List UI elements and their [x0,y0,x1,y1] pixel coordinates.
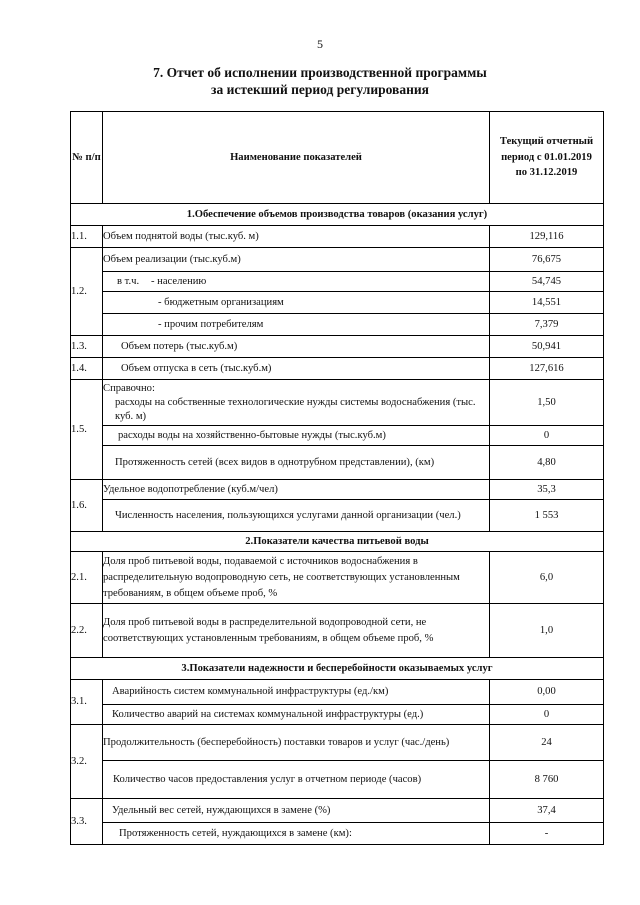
row-label: Протяженность сетей, нуждающихся в замене (км): [103,823,490,845]
row-label: Объем отпуска в сеть (тыс.куб.м) [103,358,490,380]
row-lead: в т.ч. [117,275,140,287]
section-row [71,658,604,680]
row-value: 1,50 [490,380,604,426]
table-row [71,336,604,358]
row-value: 76,675 [490,248,604,272]
table-row [71,226,604,248]
row-number: 2.1. [71,552,103,604]
row-sublabel: - населению [151,275,207,287]
table-row [71,705,604,725]
row-number: 3.1. [71,680,103,725]
row-value: 6,0 [490,552,604,604]
table-row [71,480,604,500]
row-label: Количество аварий на системах коммунальной инфраструктуры (ед.) [103,705,490,725]
row-number: 1.5. [71,380,103,480]
row-value: 1 553 [490,500,604,532]
table-row [71,680,604,705]
row-number: 3.2. [71,725,103,799]
row-label: Доля проб питьевой воды в распределительной водопроводной сети, не соответствующих установленным требованиям, в общем объеме проб, % [103,604,490,658]
row-value: 0 [490,705,604,725]
row-reference-label: Справочно: [103,382,155,394]
row-number: 1.1. [71,226,103,248]
row-number: 1.2. [71,248,103,336]
page-number: 5 [317,37,323,51]
row-value: 8 760 [490,761,604,799]
row-label: Объем поднятой воды (тыс.куб. м) [103,226,490,248]
row-label: Объем потерь (тыс.куб.м) [103,336,490,358]
table-row [71,552,604,604]
table-row [71,314,604,336]
table-row [71,426,604,446]
row-value: 129,116 [490,226,604,248]
header-name: Наименование показателей [103,112,490,204]
row-value: 0,00 [490,680,604,705]
row-number: 3.3. [71,799,103,845]
row-label: - бюджетным организациям [103,292,490,314]
production-program-table [70,111,604,845]
row-label: Количество часов предоставления услуг в отчетном периоде (часов) [103,761,490,799]
section-2-title: 2.Показатели качества питьевой воды [71,532,604,552]
row-number: 1.6. [71,480,103,532]
report-title-line1: 7. Отчет об исполнении производственной программы [153,65,487,80]
section-3-title: 3.Показатели надежности и бесперебойности оказываемых услуг [71,658,604,680]
table-row [71,799,604,823]
row-value: - [490,823,604,845]
report-title-line2: за истекший период регулирования [211,82,429,97]
row-value: 54,745 [490,272,604,292]
table-row [71,358,604,380]
row-value: 35,3 [490,480,604,500]
row-label: Продолжительность (бесперебойность) поставки товаров и услуг (час./день) [103,725,490,761]
row-label: Удельное водопотребление (куб.м/чел) [103,480,490,500]
row-label: Доля проб питьевой воды, подаваемой с источников водоснабжения в распределительную водопроводную сеть, не соответствующих установленным требованиям, в общем объеме проб, % [103,552,490,604]
table-row [71,725,604,761]
row-value: 14,551 [490,292,604,314]
row-label: Аварийность систем коммунальной инфраструктуры (ед./км) [103,680,490,705]
table-row [71,823,604,845]
row-value: 37,4 [490,799,604,823]
row-value: 127,616 [490,358,604,380]
table-row [71,761,604,799]
row-value: 24 [490,725,604,761]
table-row [71,604,604,658]
row-label: Удельный вес сетей, нуждающихся в замене (%) [103,799,490,823]
section-1-title: 1.Обеспечение объемов производства товаров (оказания услуг) [71,204,604,226]
table-header-row [71,112,604,204]
table-row [71,446,604,480]
row-label: Объем реализации (тыс.куб.м) [103,248,490,272]
row-label: Численность населения, пользующихся услугами данной организации (чел.) [103,500,490,532]
table-row [71,380,604,426]
report-title [0,64,640,98]
row-number: 1.4. [71,358,103,380]
section-row [71,532,604,552]
row-value: 50,941 [490,336,604,358]
row-label: Протяженность сетей (всех видов в однотрубном представлении), (км) [103,446,490,480]
row-value: 0 [490,426,604,446]
section-row [71,204,604,226]
row-value: 4,80 [490,446,604,480]
table-row [71,500,604,532]
row-label [103,272,490,292]
table-row [71,272,604,292]
row-value: 7,379 [490,314,604,336]
row-number: 2.2. [71,604,103,658]
table-row [71,292,604,314]
row-label: расходы воды на хозяйственно-бытовые нужды (тыс.куб.м) [103,426,490,446]
row-label [103,380,490,426]
row-number: 1.3. [71,336,103,358]
row-value: 1,0 [490,604,604,658]
header-period: Текущий отчетный период с 01.01.2019 по 31.12.2019 [490,112,604,204]
row-sublabel: расходы на собственные технологические нужды системы водоснабжения (тыс. куб. м) [115,396,476,422]
table-row [71,248,604,272]
row-label: - прочим потребителям [103,314,490,336]
header-num: № п/п [71,112,103,204]
